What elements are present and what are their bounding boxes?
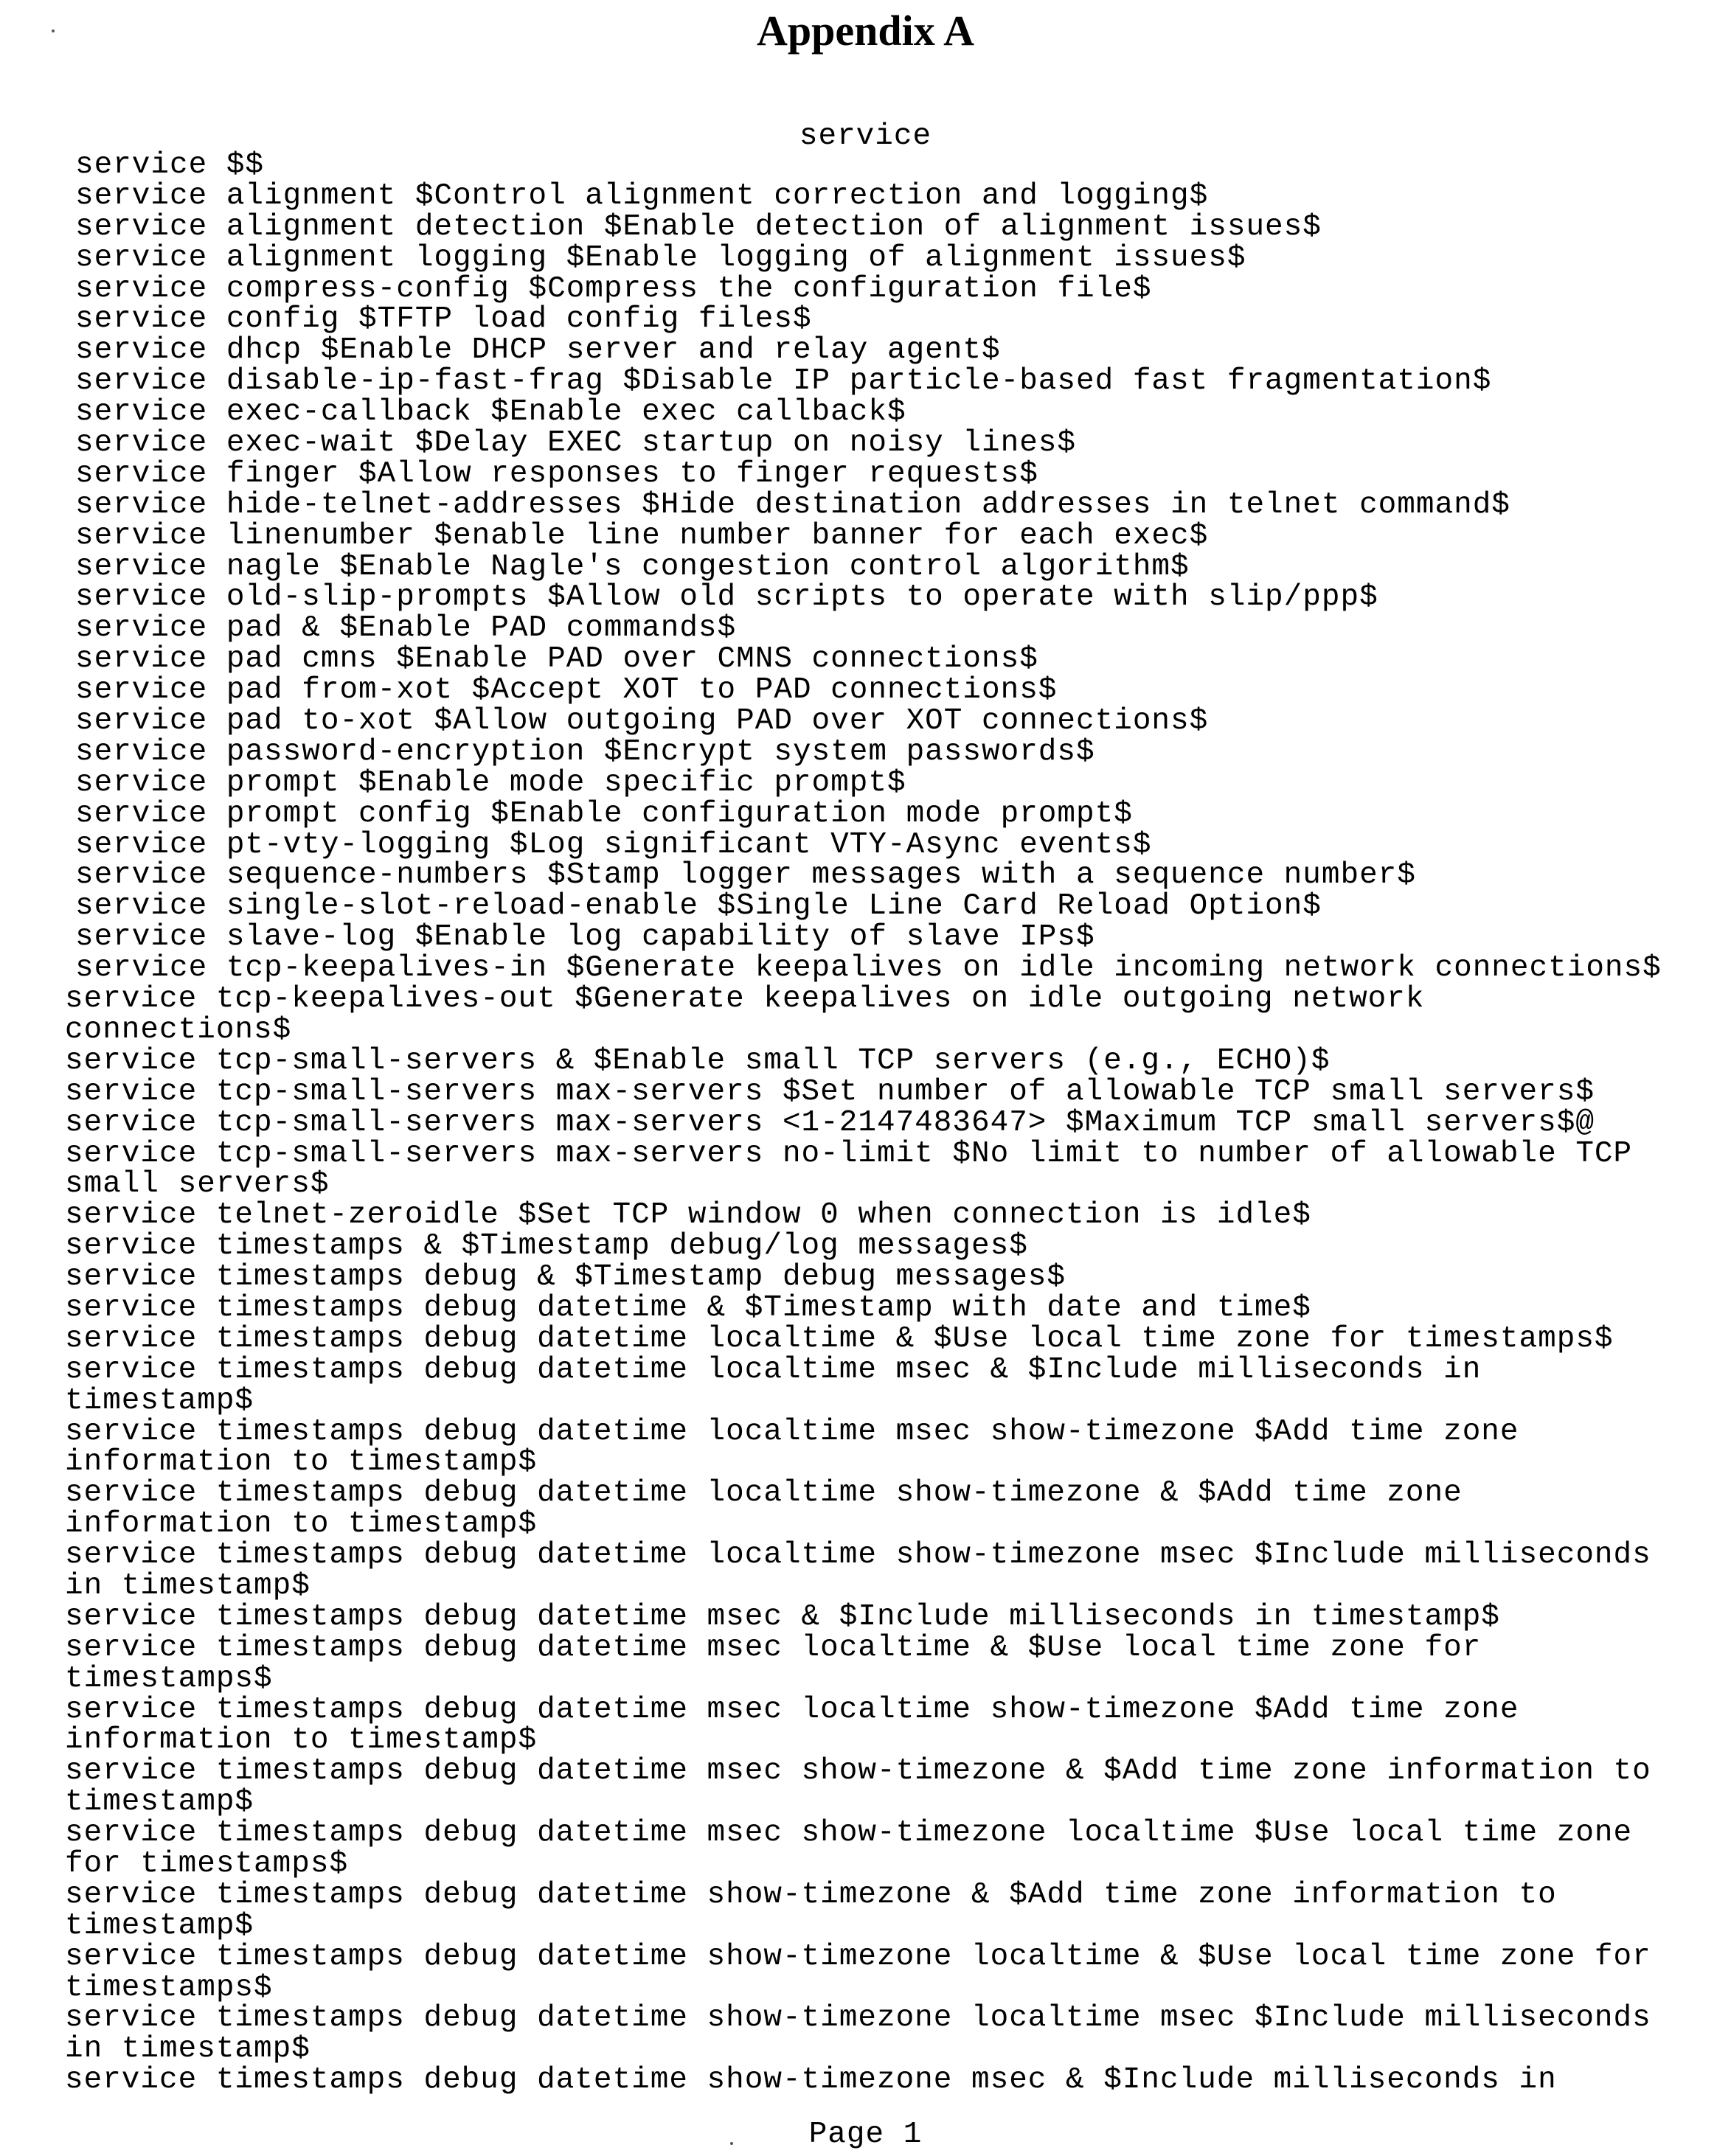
command-line: service nagle $Enable Nagle's congestion control algorithm$: [65, 552, 1717, 583]
command-line: for timestamps$: [65, 1849, 1717, 1880]
command-line: service timestamps debug datetime msec show-timezone localtime $Use local time zone: [65, 1818, 1717, 1849]
command-line: service config $TFTP load config files$: [65, 305, 1717, 335]
command-line: timestamp$: [65, 1386, 1717, 1417]
command-line: service pt-vty-logging $Log significant VTY-Async events$: [65, 830, 1717, 861]
command-line: service timestamps debug datetime localtime msec show-timezone $Add time zone: [65, 1417, 1717, 1448]
command-line: service pad from-xot $Accept XOT to PAD connections$: [65, 675, 1717, 706]
command-line: service timestamps debug datetime show-timezone msec & $Include milliseconds in: [65, 2065, 1717, 2096]
command-line: service finger $Allow responses to finger requests$: [65, 459, 1717, 490]
command-line: service compress-config $Compress the configuration file$: [65, 274, 1717, 305]
command-line: in timestamp$: [65, 2034, 1717, 2065]
command-line: service dhcp $Enable DHCP server and relay agent$: [65, 335, 1717, 366]
command-line: service tcp-keepalives-in $Generate keepalives on idle incoming network connections$: [65, 953, 1717, 984]
command-line: service timestamps debug datetime localtime & $Use local time zone for timestamps$: [65, 1324, 1717, 1355]
section-heading: service: [0, 119, 1731, 153]
scan-speck: [730, 2142, 733, 2145]
command-line: timestamps$: [65, 1664, 1717, 1695]
command-line: service slave-log $Enable log capability of slave IPs$: [65, 922, 1717, 953]
command-line: service timestamps debug datetime show-timezone & $Add time zone information to: [65, 1880, 1717, 1911]
command-line: service pad to-xot $Allow outgoing PAD over XOT connections$: [65, 706, 1717, 737]
command-line: timestamp$: [65, 1787, 1717, 1818]
command-line: service exec-callback $Enable exec callback$: [65, 397, 1717, 428]
command-line: service alignment logging $Enable logging of alignment issues$: [65, 243, 1717, 274]
command-line: service single-slot-reload-enable $Single Line Card Reload Option$: [65, 891, 1717, 922]
command-line: information to timestamp$: [65, 1725, 1717, 1756]
command-line: service old-slip-prompts $Allow old scripts to operate with slip/ppp$: [65, 583, 1717, 613]
command-line: service timestamps debug datetime msec localtime show-timezone $Add time zone: [65, 1695, 1717, 1726]
command-line: in timestamp$: [65, 1571, 1717, 1602]
command-line: service timestamps debug datetime localtime show-timezone msec $Include milliseconds: [65, 1540, 1717, 1571]
command-line: information to timestamp$: [65, 1447, 1717, 1478]
command-line: service timestamps debug datetime & $Timestamp with date and time$: [65, 1293, 1717, 1324]
command-line: service timestamps & $Timestamp debug/log messages$: [65, 1231, 1717, 1262]
command-line: service disable-ip-fast-frag $Disable IP particle-based fast fragmentation$: [65, 366, 1717, 397]
command-line: timestamp$: [65, 1911, 1717, 1942]
command-line: small servers$: [65, 1169, 1717, 1200]
command-line: service exec-wait $Delay EXEC startup on noisy lines$: [65, 428, 1717, 459]
scan-speck: [52, 29, 55, 32]
command-line: service password-encryption $Encrypt system passwords$: [65, 737, 1717, 768]
command-line: service telnet-zeroidle $Set TCP window 0 when connection is idle$: [65, 1200, 1717, 1231]
command-line: service timestamps debug datetime localtime msec & $Include milliseconds in: [65, 1355, 1717, 1386]
command-line: timestamps$: [65, 1973, 1717, 2004]
page-title: Appendix A: [0, 6, 1731, 55]
command-line: service tcp-small-servers max-servers no-limit $No limit to number of allowable TCP: [65, 1139, 1717, 1170]
command-line: service timestamps debug datetime msec & $Include milliseconds in timestamp$: [65, 1602, 1717, 1633]
command-line: service timestamps debug & $Timestamp debug messages$: [65, 1262, 1717, 1293]
command-line: service tcp-small-servers & $Enable small TCP servers (e.g., ECHO)$: [65, 1046, 1717, 1077]
command-line: service timestamps debug datetime msec show-timezone & $Add time zone information to: [65, 1756, 1717, 1787]
command-line: service tcp-keepalives-out $Generate keepalives on idle outgoing network: [65, 984, 1717, 1015]
command-line: service linenumber $enable line number banner for each exec$: [65, 521, 1717, 552]
command-line: service tcp-small-servers max-servers <1-2147483647> $Maximum TCP small servers$@: [65, 1108, 1717, 1139]
command-line: service hide-telnet-addresses $Hide destination addresses in telnet command$: [65, 490, 1717, 521]
command-line: connections$: [65, 1015, 1717, 1046]
command-listing: [65, 150, 1717, 2096]
command-line: information to timestamp$: [65, 1509, 1717, 1540]
command-line: service alignment $Control alignment correction and logging$: [65, 181, 1717, 212]
command-line: service timestamps debug datetime localtime show-timezone & $Add time zone: [65, 1478, 1717, 1509]
command-line: service sequence-numbers $Stamp logger messages with a sequence number$: [65, 860, 1717, 891]
page-number: Page 1: [0, 2118, 1731, 2152]
command-line: service prompt config $Enable configuration mode prompt$: [65, 799, 1717, 830]
command-line: service pad & $Enable PAD commands$: [65, 613, 1717, 644]
command-line: service timestamps debug datetime show-timezone localtime & $Use local time zone for: [65, 1942, 1717, 1973]
command-line: service timestamps debug datetime msec localtime & $Use local time zone for: [65, 1633, 1717, 1664]
command-line: service alignment detection $Enable detection of alignment issues$: [65, 212, 1717, 243]
command-line: service $$: [65, 150, 1717, 181]
command-line: service pad cmns $Enable PAD over CMNS connections$: [65, 644, 1717, 675]
command-line: service timestamps debug datetime show-timezone localtime msec $Include milliseconds: [65, 2003, 1717, 2034]
command-line: service tcp-small-servers max-servers $Set number of allowable TCP small servers$: [65, 1077, 1717, 1108]
command-line: service prompt $Enable mode specific prompt$: [65, 768, 1717, 799]
